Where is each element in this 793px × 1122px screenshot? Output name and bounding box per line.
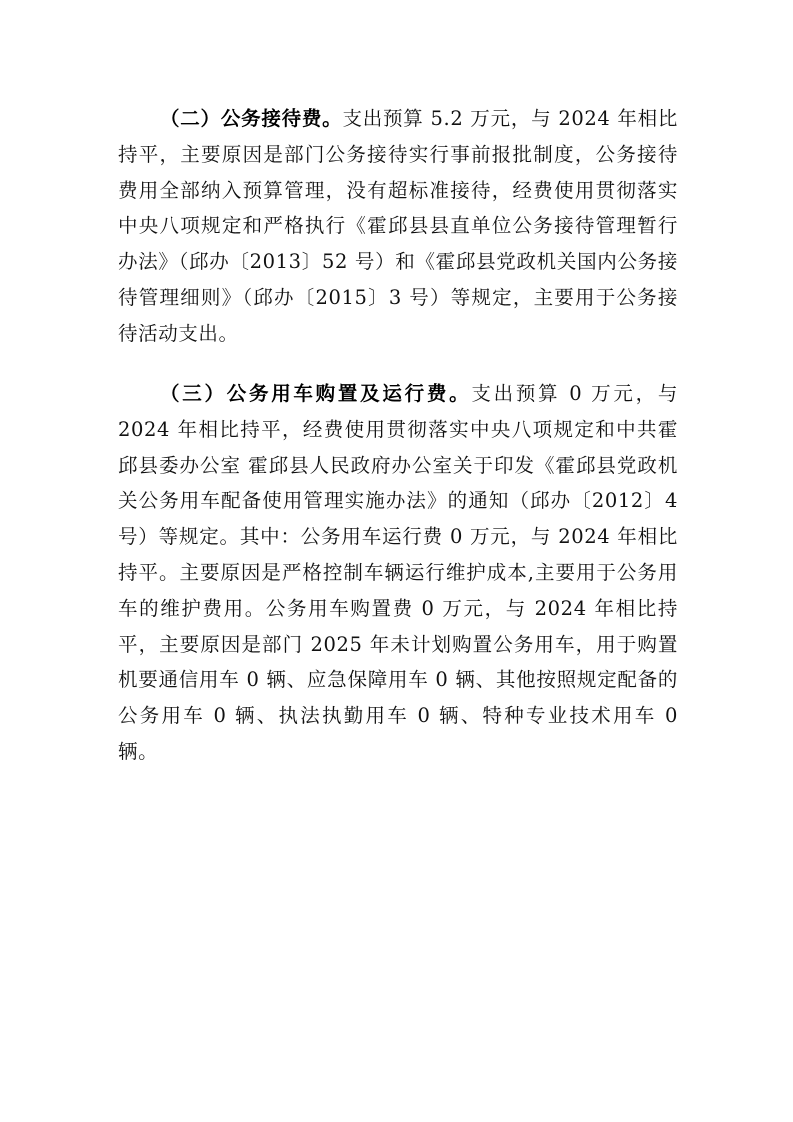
paragraph-body-vehicle: 支出预算 0 万元，与 2024 年相比持平，经费使用贯彻落实中央八项规定和中共霍邱县委办公室 霍邱县人民政府办公室关于印发《霍邱县党政机关公务用车配备使用管理实施办法》的通知（邱办〔2012〕4 号）等规定。其中：公务用车运行费 0 万元，与 2024 年相比持平。主要原因是严格控制车辆运行维护成本,主要用于公务用车的维护费用。公务用车购置费 0 万元，与 2024 年相比持平，主要原因是部门 2025 年未计划购置公务用车，用于购置机要通信用车 0 辆、应急保障用车 0 辆、其他按照规定配备的公务用车 0 辆、执法执勤用车 0 辆、特种专业技术用车 0 辆。 (118, 382, 678, 763)
section-heading-reception: （二）公务接待费。 (160, 107, 343, 130)
paragraph-reception-expenses (118, 101, 678, 352)
paragraph-body-reception: 支出预算 5.2 万元，与 2024 年相比持平，主要原因是部门公务接待实行事前报批制度，公务接待费用全部纳入预算管理，没有超标准接待，经费使用贯彻落实中央八项规定和严格执行《霍邱县县直单位公务接待管理暂行办法》（邱办〔2013〕52 号）和《霍邱县党政机关国内公务接待管理细则》（邱办〔2015〕3 号）等规定，主要用于公务接待活动支出。 (118, 107, 678, 345)
paragraph-vehicle-expenses (118, 376, 678, 770)
section-heading-vehicle: （三）公务用车购置及运行费。 (160, 382, 472, 405)
